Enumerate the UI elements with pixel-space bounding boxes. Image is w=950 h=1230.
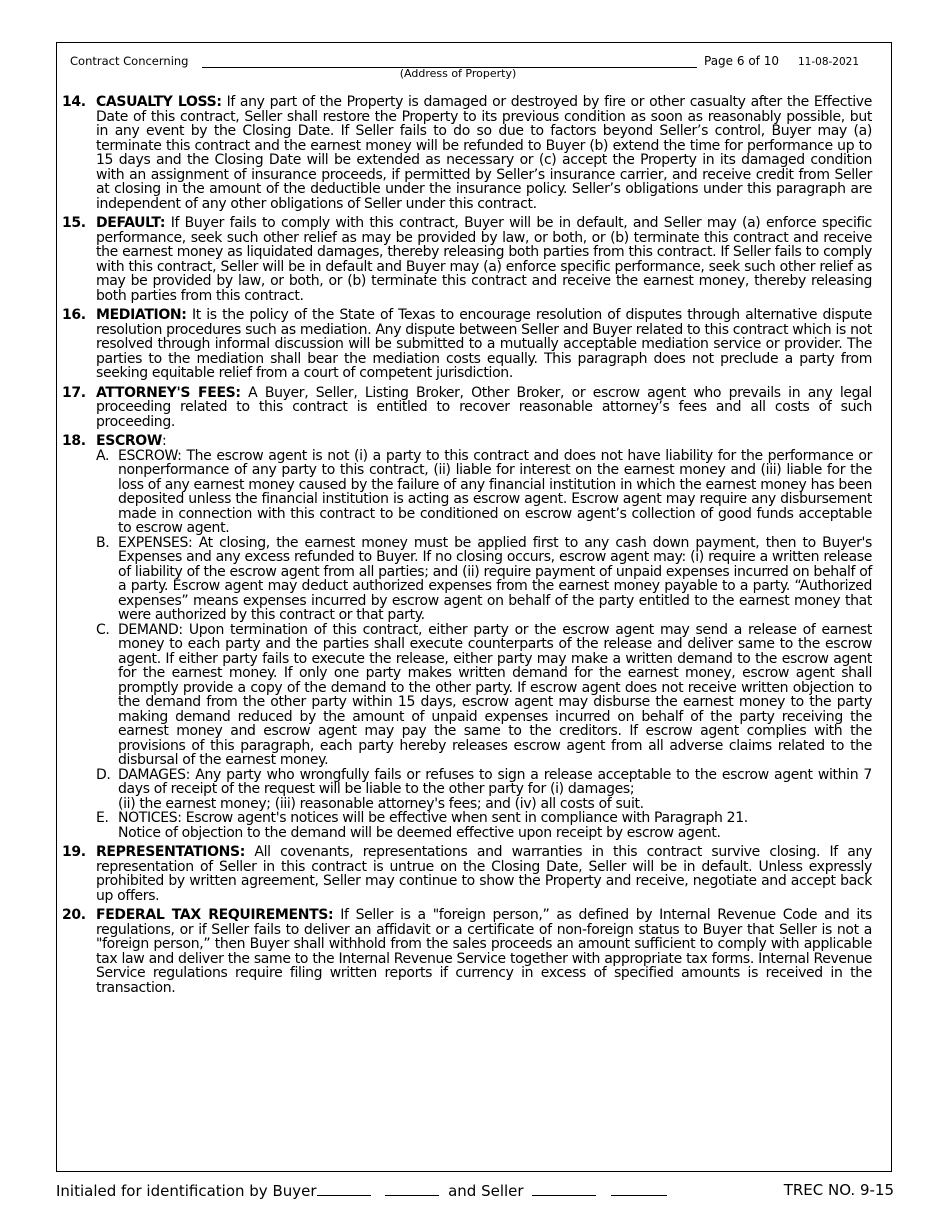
- paragraph-title: DEFAULT:: [96, 215, 166, 231]
- item-text: ESCROW: The escrow agent is not (i) a party to this contract and does not have liability for the performance or nonperformance of any party to this contract, (ii) liable for interest on the earnest money and (iii) liable for the loss of any earnest money caused by the failure of any financial institution in which the earnest money has been deposited unless the financial institution is acting as escrow agent. Escrow agent may require any disbursement made in connection with this contract to be conditioned on escrow agent’s collection of good funds acceptable to escrow agent.: [118, 447, 872, 536]
- item-letter: C.: [96, 621, 110, 638]
- paragraph-title: MEDIATION:: [96, 307, 187, 323]
- paragraph-18-escrow: [62, 434, 872, 840]
- paragraph-title: ATTORNEY'S FEES:: [96, 384, 241, 401]
- address-caption: (Address of Property): [399, 67, 517, 80]
- paragraph-text: If any part of the Property is damaged or destroyed by fire or other casualty after the Effective Date of this contract, Seller shall restore the Property to its previous condition as soon as reasonably possible, but in any event by the Closing Date. If Seller fails to do so due to factors beyond Seller’s control, Buyer may (a) terminate this contract and the earnest money will be refunded to Buyer (b) extend the time for performance up to 15 days and the Closing Date will be extended as necessary or (c) accept the Property in its damaged condition with an assignment of insurance proceeds, if permitted by Seller’s insurance carrier, and receive credit from Seller at closing in the amount of the deductible under the insurance policy. Seller’s obligations under this paragraph are independent of any other obligations of Seller under this contract.: [96, 94, 872, 212]
- paragraph-17: [62, 386, 872, 430]
- paragraph-20: [62, 908, 872, 995]
- paragraph-title: FEDERAL TAX REQUIREMENTS:: [96, 907, 334, 923]
- paragraph-text: A Buyer, Seller, Listing Broker, Other Broker, or escrow agent who prevails in any legal proceeding related to this contract is entitled to recover reasonable attorney’s fees and all costs of such proceeding.: [96, 384, 872, 430]
- paragraph-title: ESCROW: [96, 433, 162, 449]
- item-letter: E.: [96, 810, 109, 826]
- seller-initial-field-1[interactable]: [532, 1181, 596, 1196]
- paragraphs-14-17: [62, 95, 872, 429]
- item-text-line: DAMAGES: Any party who wrongfully fails or refuses to sign a release acceptable to the escrow agent within 7 days of receipt of the request will be liable to the other party for (i) damages;: [118, 766, 872, 797]
- escrow-item-b: [62, 536, 872, 623]
- paragraph-number: 17.: [62, 384, 86, 401]
- item-text-line: NOTICES: Escrow agent's notices will be effective when sent in compliance with Paragraph 21.: [118, 810, 748, 826]
- item-text: DEMAND: Upon termination of this contract, either party or the escrow agent may send a release of earnest money to each party and the parties shall execute counterparts of the release and deliver same to the escrow agent. If either party fails to execute the release, either party may make a written demand to the escrow agent for the earnest money. If only one party makes written demand for the earnest money, escrow agent shall promptly provide a copy of the demand to the other party. If escrow agent does not receive written objection to the demand from the other party within 15 days, escrow agent may disburse the earnest money to the party making demand reduced by the amount of unpaid expenses incurred on behalf of the party receiving the earnest money and escrow agent may pay the same to the creditors. If escrow agent complies with the provisions of this paragraph, each party hereby releases escrow agent from all adverse claims related to the disbursal of the earnest money.: [118, 621, 872, 768]
- buyer-initial-field-1[interactable]: [317, 1181, 371, 1196]
- paragraph-text: It is the policy of the State of Texas to encourage resolution of disputes through alternative dispute resolution procedures such as mediation. Any dispute between Seller and Buyer related to this contract which is not resolved through informal discussion will be submitted to a mutually acceptable mediation service or provider. The parties to the mediation shall bear the mediation costs equally. This paragraph does not preclude a party from seeking equitable relief from a court of competent jurisdiction.: [96, 307, 872, 381]
- initialed-label: Initialed for identification by Buyer: [56, 1182, 317, 1200]
- page-footer: [56, 1181, 894, 1200]
- paragraph-title: REPRESENTATIONS:: [96, 844, 245, 860]
- item-letter: A.: [96, 447, 110, 464]
- paragraph-number: 20.: [62, 907, 86, 923]
- escrow-item-a: [62, 449, 872, 536]
- escrow-item-c: [62, 623, 872, 768]
- paragraph-14: [62, 95, 872, 211]
- paragraph-text: If Seller is a "foreign person,” as defined by Internal Revenue Code and its regulations, or if Seller fails to deliver an affidavit or a certificate of non-foreign status to Buyer that Seller is not a "foreign person,” then Buyer shall withhold from the sales proceeds an amount sufficient to comply with applicable tax law and deliver the same to the Internal Revenue Service together with appropriate tax forms. Internal Revenue Service regulations require filing written reports if currency in excess of specified amounts is received in the transaction.: [96, 907, 872, 996]
- paragraph-text: If Buyer fails to comply with this contract, Buyer will be in default, and Seller may (a) enforce specific performance, seek such other relief as may be provided by law, or both, or (b) terminate this contract and receive the earnest money as liquidated damages, thereby releasing both parties from this contract. If Seller fails to comply with this contract, Seller will be in default and Buyer may (a) enforce specific performance, seek such other relief as may be provided by law, or both, or (b) terminate this contract and receive the earnest money, thereby releasing both parties from this contract.: [96, 215, 872, 304]
- paragraph-number: 18.: [62, 433, 86, 449]
- paragraph-19: [62, 845, 872, 903]
- item-text-line: Notice of objection to the demand will be deemed effective upon receipt by escrow agent.: [118, 824, 721, 841]
- paragraph-number: 19.: [62, 844, 86, 860]
- form-number: TREC NO. 9-15: [783, 1181, 894, 1199]
- form-date: 11-08-2021: [798, 56, 860, 68]
- paragraphs-19-20: [62, 845, 872, 995]
- and-seller-label: and Seller: [448, 1182, 524, 1200]
- seller-initial-field-2[interactable]: [611, 1181, 667, 1196]
- paragraph-number: 15.: [62, 215, 86, 231]
- paragraph-16: [62, 308, 872, 381]
- paragraph-15: [62, 216, 872, 303]
- escrow-item-d: [62, 768, 872, 812]
- item-letter: D.: [96, 766, 111, 783]
- contract-body: [62, 95, 872, 1000]
- escrow-subitems: [62, 449, 872, 841]
- paragraph-number: 16.: [62, 307, 86, 323]
- paragraph-number: 14.: [62, 94, 86, 110]
- title-colon: :: [161, 433, 167, 449]
- item-text-line: (ii) the earnest money; (iii) reasonable attorney's fees; and (iv) all costs of suit.: [118, 795, 644, 812]
- item-letter: B.: [96, 534, 110, 551]
- contract-concerning-label: Contract Concerning: [70, 54, 189, 68]
- paragraph-title: CASUALTY LOSS:: [96, 94, 222, 110]
- page-number: Page 6 of 10: [704, 54, 779, 68]
- paragraph-text: All covenants, representations and warranties in this contract survive closing. If any representation of Seller in this contract is untrue on the Closing Date, Seller will be in default. Unless expressly prohibited by written agreement, Seller may continue to show the Property and receive, negotiate and accept back up offers.: [96, 844, 872, 904]
- item-text: EXPENSES: At closing, the earnest money must be applied first to any cash down payment, then to Buyer's Expenses and any excess refunded to Buyer. If no closing occurs, escrow agent may: (i) require a written release of liability of the escrow agent from all parties; and (ii) require payment of unpaid expenses incurred on behalf of a party. Escrow agent may deduct authorized expenses from the earnest money payable to a party. “Authorized expenses” means expenses incurred by escrow agent on behalf of the party entitled to the earnest money that were authorized by this contract or that party.: [118, 534, 872, 623]
- escrow-item-e: [62, 811, 872, 840]
- buyer-initial-field-2[interactable]: [385, 1181, 439, 1196]
